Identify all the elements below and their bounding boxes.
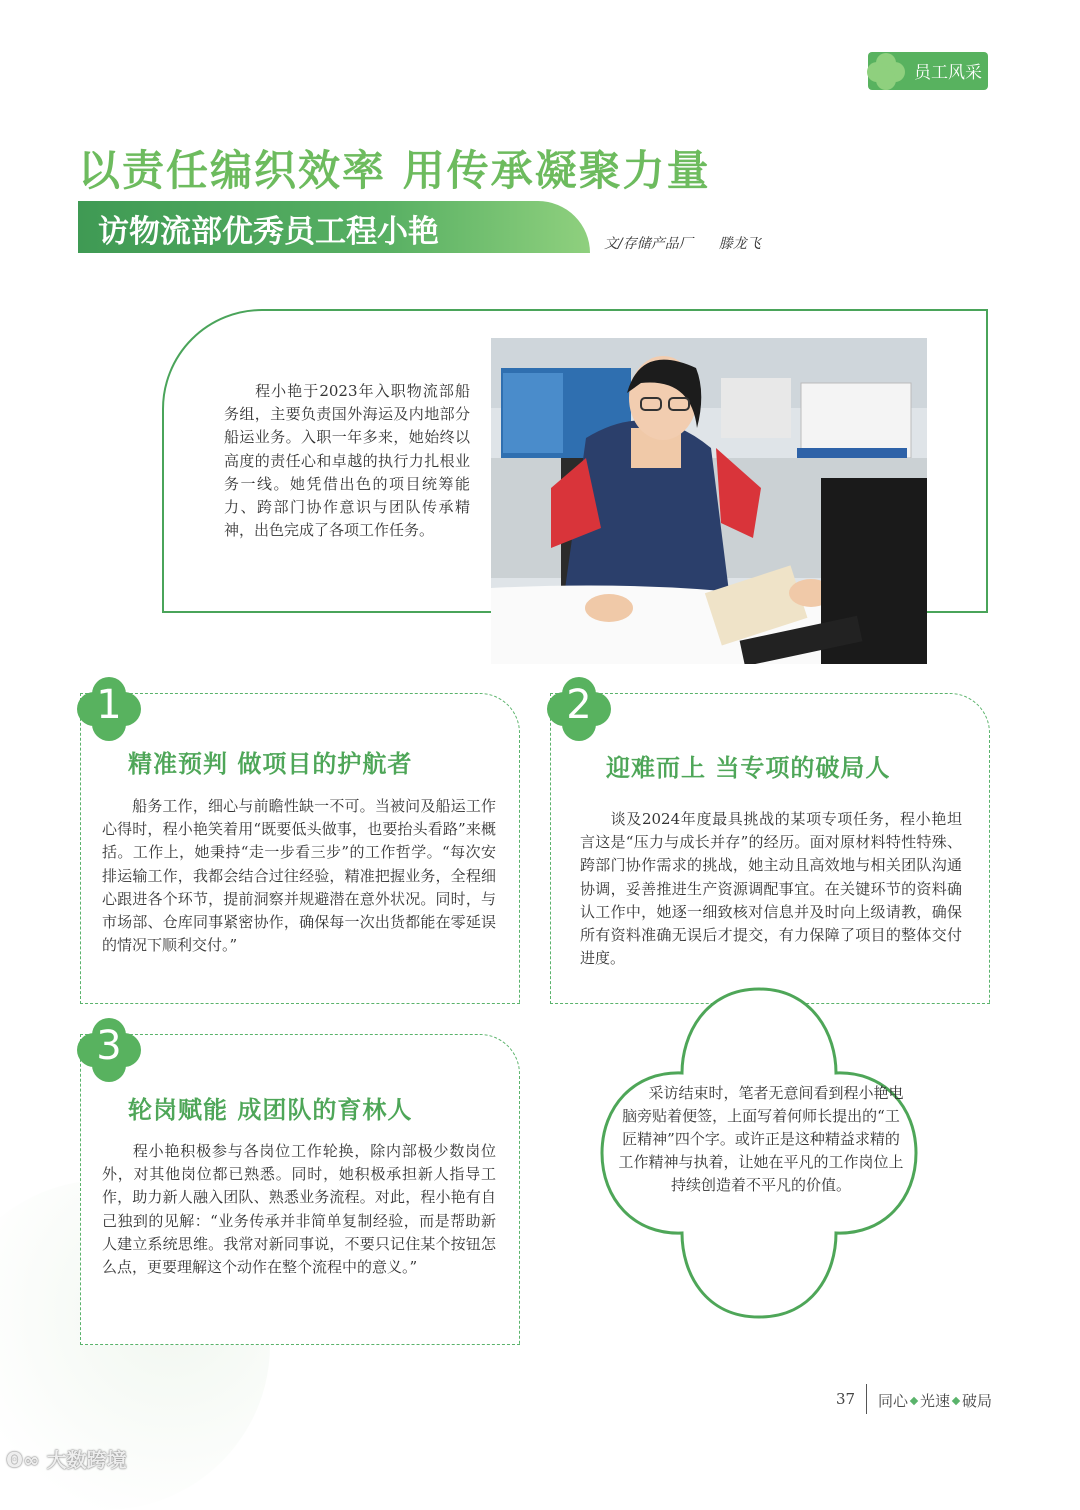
watermark <box>6 1444 127 1473</box>
intro-text: 程小艳于2023年入职物流部船务组，主要负责国外海运及内地部分船运业务。入职一年多来，她始终以高度的责任心和卓越的执行力扎根业务一线。她凭借出色的项目统筹能力、跨部门协作意识与团队传承精神，出色完成了各项工作任务。 <box>224 382 470 540</box>
section-2-number: 2 <box>566 682 592 728</box>
byline <box>604 233 787 253</box>
intro-paragraph <box>224 380 470 542</box>
article-subtitle: 访物流部优秀员工程小艳 <box>98 214 439 250</box>
section-1-title: 精准预判 做项目的护航者 <box>128 749 413 778</box>
section-1-text: 船务工作，细心与前瞻性缺一不可。当被问及船运工作心得时，程小艳笑着用“既要低头做事，也要抬头看路”来概括。工作上，她秉持“走一步看三步”的工作哲学。“每次安排运输工作，我都会结合过往经验，精准把握业务，全程细心跟进各个环节，提前洞察并规避潜在意外状况。同时，与市场部、仓库同事紧密协作，确保每一次出货都能在零延误的情况下顺利交付。” <box>102 797 496 955</box>
section-2-text: 谈及2024年度最具挑战的某项专项任务，程小艳坦言这是“压力与成长并存”的经历。面对原材料特性特殊、跨部门协作需求的挑战，她主动且高效地与相关团队沟通协调，妥善推进生产资源调配事宜。在关键环节的资料确认工作中，她逐一细致核对信息并及时向上级请教，确保所有资料准确无误后才提交，有力保障了项目的整体交付进度。 <box>580 810 962 968</box>
section-3-title: 轮岗赋能 成团队的育林人 <box>128 1095 413 1124</box>
byline-source: 文/存储产品厂 <box>604 236 693 252</box>
footer-slogan <box>878 1390 992 1411</box>
section-1-body <box>102 795 496 957</box>
byline-author: 滕龙飞 <box>718 236 761 252</box>
diamond-icon <box>952 1397 960 1405</box>
section-3-body <box>102 1140 496 1279</box>
closing-quote-text: 采访结束时，笔者无意间看到程小艳电脑旁贴着便签，上面写着何师长提出的“工匠精神”四个字。或许正是这种精益求精的工作精神与执着，让她在平凡的工作岗位上持续创造着不平凡的价值。 <box>618 1084 904 1194</box>
article-title: 以责任编织效率 用传承凝聚力量 <box>78 146 711 195</box>
page-number: 37 <box>836 1390 856 1408</box>
section-2-body <box>580 808 962 970</box>
section-3-text: 程小艳积极参与各岗位工作轮换，除内部极少数岗位外，对其他岗位都已熟悉。同时，她积极承担新人指导工作，助力新人融入团队、熟悉业务流程。对此，程小艳有自己独到的见解：“业务传承并非简单复制经验，而是帮助新人建立系统思维。我常对新同事说，不要只记住某个按钮怎么点，更要理解这个动作在整个流程中的意义。” <box>102 1142 496 1277</box>
footer-divider <box>866 1384 867 1414</box>
slogan-word: 同心 <box>878 1392 909 1410</box>
slogan-word: 光速 <box>920 1392 951 1410</box>
watermark-logo-icon: ʘ∞ <box>6 1448 47 1472</box>
section-1-number: 1 <box>96 682 122 728</box>
column-tag-label: 员工风采 <box>914 63 982 83</box>
employee-photo <box>491 338 927 664</box>
slogan-word: 破局 <box>962 1392 993 1410</box>
watermark-text: 大数跨境 <box>46 1448 127 1472</box>
diamond-icon <box>910 1397 918 1405</box>
clover-icon <box>866 52 906 90</box>
closing-quote <box>616 1082 906 1197</box>
section-2-title: 迎难而上 当专项的破局人 <box>606 753 891 782</box>
section-3-number: 3 <box>96 1023 122 1069</box>
